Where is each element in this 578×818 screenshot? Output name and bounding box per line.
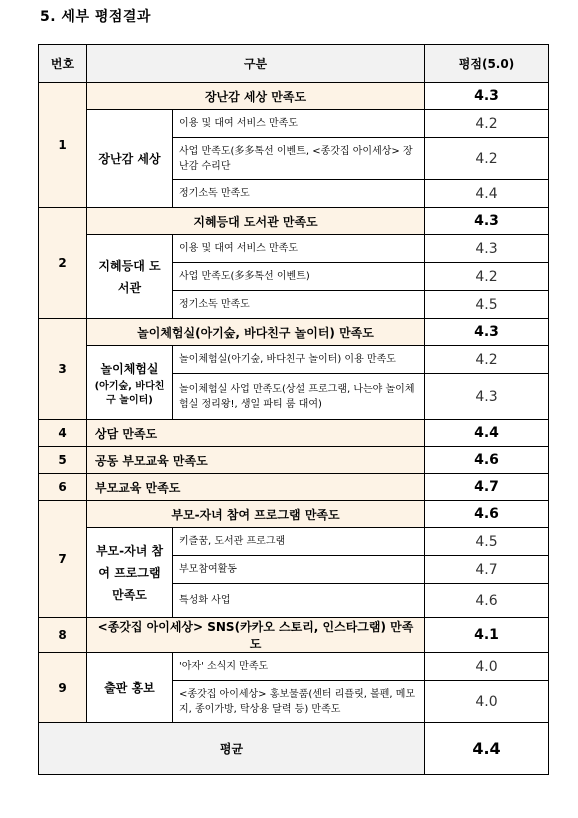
- item-score: 4.5: [425, 528, 549, 556]
- header-row: [39, 45, 549, 83]
- table-row: [39, 501, 549, 528]
- item-label: 사업 만족도(多多톡선 이벤트, <종갓집 아이세상> 장난감 수리단: [173, 138, 425, 180]
- average-row: [39, 723, 549, 775]
- section-title: 놀이체험실(아기숲, 바다친구 놀이터) 만족도: [87, 319, 425, 346]
- table-row: [39, 235, 549, 263]
- item-score: 4.2: [425, 110, 549, 138]
- row-number: 1: [39, 83, 87, 208]
- table-row: [39, 474, 549, 501]
- item-label: 키즐꿈, 도서관 프로그램: [173, 528, 425, 556]
- item-label: 이용 및 대여 서비스 만족도: [173, 235, 425, 263]
- section-score: 4.7: [425, 474, 549, 501]
- section-score: 4.6: [425, 447, 549, 474]
- table-row: [39, 110, 549, 138]
- category-label: 부모-자녀 참여 프로그램 만족도: [87, 528, 173, 618]
- item-label: 사업 만족도(多多톡선 이벤트): [173, 263, 425, 291]
- table-row: [39, 346, 549, 374]
- item-label: 특성화 사업: [173, 584, 425, 618]
- section-score: 4.3: [425, 208, 549, 235]
- row-number: 6: [39, 474, 87, 501]
- section-title: 장난감 세상 만족도: [87, 83, 425, 110]
- item-score: 4.7: [425, 556, 549, 584]
- section-score: 4.4: [425, 420, 549, 447]
- item-label: 부모참여활동: [173, 556, 425, 584]
- row-number: 3: [39, 319, 87, 420]
- section-score: 4.3: [425, 83, 549, 110]
- category-label: 지혜등대 도서관: [87, 235, 173, 319]
- section-title: 상담 만족도: [87, 420, 425, 447]
- section-title: 공동 부모교육 만족도: [87, 447, 425, 474]
- row-number: 7: [39, 501, 87, 618]
- category-main: 놀이체험실: [100, 361, 159, 376]
- item-score: 4.6: [425, 584, 549, 618]
- item-label: 정기소독 만족도: [173, 291, 425, 319]
- row-number: 5: [39, 447, 87, 474]
- section-score: 4.3: [425, 319, 549, 346]
- item-score: 4.4: [425, 180, 549, 208]
- header-num: 번호: [39, 45, 87, 83]
- table-row: [39, 420, 549, 447]
- section-title: 지혜등대 도서관 만족도: [87, 208, 425, 235]
- row-number: 4: [39, 420, 87, 447]
- item-score: 4.3: [425, 374, 549, 420]
- category-sub: (아기숲, 바다친구 놀이터): [94, 380, 165, 406]
- item-score: 4.2: [425, 346, 549, 374]
- average-label: 평균: [39, 723, 425, 775]
- item-label: '아자' 소식지 만족도: [173, 653, 425, 681]
- table-row: [39, 528, 549, 556]
- item-score: 4.5: [425, 291, 549, 319]
- section-score: 4.1: [425, 618, 549, 653]
- category-label: 장난감 세상: [87, 110, 173, 208]
- header-category: 구분: [87, 45, 425, 83]
- table-row: [39, 208, 549, 235]
- average-score: 4.4: [425, 723, 549, 775]
- section-title: 부모-자녀 참여 프로그램 만족도: [87, 501, 425, 528]
- item-label: <종갓집 아이세상> 홍보물품(센터 리플릿, 볼펜, 메모지, 종이가방, 탁상용 달력 등) 만족도: [173, 681, 425, 723]
- item-label: 이용 및 대여 서비스 만족도: [173, 110, 425, 138]
- item-label: 정기소독 만족도: [173, 180, 425, 208]
- header-score: 평점(5.0): [425, 45, 549, 83]
- row-number: 8: [39, 618, 87, 653]
- table-row: [39, 447, 549, 474]
- section-title: <종갓집 아이세상> SNS(카카오 스토리, 인스타그램) 만족도: [87, 618, 425, 653]
- rating-table: [38, 44, 549, 775]
- item-score: 4.0: [425, 681, 549, 723]
- table-row: [39, 83, 549, 110]
- item-label: 놀이체험실 사업 만족도(상설 프로그램, 나는야 놀이체험실 정리왕!, 생일 파티 룸 대여): [173, 374, 425, 420]
- item-score: 4.2: [425, 263, 549, 291]
- category-label: 출판 홍보: [87, 653, 173, 723]
- item-label: 놀이체험실(아기숲, 바다친구 놀이터) 이용 만족도: [173, 346, 425, 374]
- row-number: 2: [39, 208, 87, 319]
- row-number: 9: [39, 653, 87, 723]
- page-title: 5. 세부 평점결과: [40, 9, 151, 25]
- item-score: 4.2: [425, 138, 549, 180]
- item-score: 4.0: [425, 653, 549, 681]
- section-score: 4.6: [425, 501, 549, 528]
- table-row: [39, 319, 549, 346]
- section-title: 부모교육 만족도: [87, 474, 425, 501]
- table-row: [39, 618, 549, 653]
- category-label: [87, 346, 173, 420]
- table-row: [39, 653, 549, 681]
- item-score: 4.3: [425, 235, 549, 263]
